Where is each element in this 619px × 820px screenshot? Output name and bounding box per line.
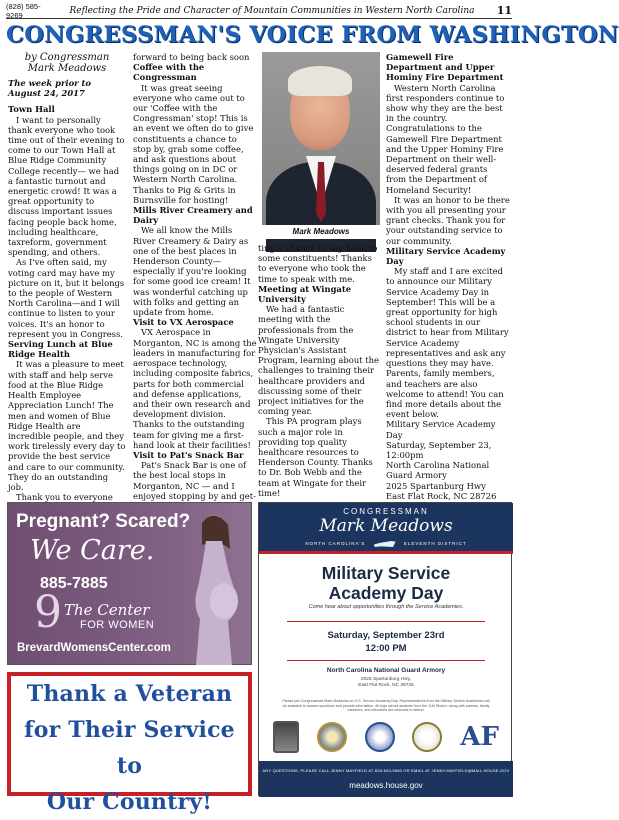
paragraph: This PA program plays such a major role in providing top quality healthcare resources to Henderson County. Thanks to Dr. Bob Webb and the team at Wingate for their time! <box>258 416 373 498</box>
photo-hair <box>288 66 352 96</box>
section-heading: Serving Lunch at Blue Ridge Health <box>8 339 113 360</box>
ad-time: 12:00 PM <box>365 643 407 654</box>
paragraph: My staff and I are excited to announce our Military Service Academy Day in September! This will be a great opportunity for high school students in our district to hear from Military Service Academy representatives and ask any questions they may have. Parents, family members, and teachers are also welcome to attend! You can find more details about the event below. <box>386 266 509 420</box>
paragraph: Pat's Snack Bar is one of the best local stops in Morganton, NC — and I enjoyed stopping by and get- <box>133 460 256 501</box>
section-heading: Gamewell Fire Department and Upper Hominy Fire Department <box>386 52 504 83</box>
paragraph: I want to personally thank everyone who took time out of their evening to come to our Town Hall at Blue Ridge Community College recently— we had a fantastic turnout and energetic crowd! It was a great opportunity to discuss important issues facing people back home, including healthcare, taxreform, government spending, and others. <box>8 114 125 258</box>
article-headline: CONGRESSMAN'S VOICE FROM WASHINGTON <box>6 22 619 48</box>
ad-address-line-2: East Flat Rock, NC 28726 <box>358 683 414 688</box>
page-number: 11 <box>496 4 512 17</box>
paragraph: We had a fantastic meeting with the professionals from the Wingate University Physician's Assistant Program, learning about the challenges to training their healthcare providers and discussing some of their project initiatives for the coming year. <box>258 304 379 417</box>
paragraph: East Flat Rock, NC 28726 <box>386 490 497 501</box>
ad-date: Saturday, September 23rd <box>327 630 445 641</box>
ad-we-care: We Care. <box>30 535 155 566</box>
paragraph: We all know the Mills River Creamery & Dairy as one of the best places in Henderson County— especially if you're looking for some good ice cream! It was wonderful catching up with folks and getting an update from home. <box>133 225 251 318</box>
byline <box>8 52 126 74</box>
article-column-3 <box>258 243 381 498</box>
ad-phone: 885-7885 <box>40 575 108 592</box>
ad-url[interactable]: BrevardWomensCenter.com <box>17 642 171 654</box>
section-heading: Military Service Academy Day <box>386 245 506 267</box>
ad-title-line-2: Academy Day <box>328 583 444 603</box>
veteran-line-2: for Their Service to <box>24 717 235 779</box>
byline-line-2: Mark Meadows <box>27 63 107 74</box>
paragraph: As I've often said, my voting card may have my picture on it, but it belongs to the people of Western North Carolina—and I will continue to listen to your voices. It's an honor to represent you in Congress. <box>8 257 125 339</box>
ad-pregnant-scared: Pregnant? Scared? <box>16 511 191 532</box>
section-heading: Town Hall <box>8 104 55 115</box>
paragraph: Western North Carolina first responders continue to show why they are the best in the country. Congratulations to the Gamewell Fire Department and the Upper Hominy Fire Department on their well-deserved federal grants from the Department of Homeland Security! <box>386 82 505 195</box>
section-heading: Meeting at Wingate University <box>258 283 352 305</box>
ad-address <box>259 677 513 689</box>
section-heading: Coffee with the Congressman <box>133 62 205 83</box>
section-heading: Mills River Creamery and Dairy <box>133 205 253 226</box>
paragraph: It was great seeing everyone who came out to our 'Coffee with the Congressman' stop! This is an event we often do to give constituents a chance to stop by, grab some coffee, and ask questions about things going on in DC or Western North Carolina. Thanks to Pig & Grits in Burnsville for hosting! <box>133 82 254 205</box>
ad-website[interactable]: meadows.house.gov <box>349 781 423 790</box>
ad-divider-2 <box>287 660 485 661</box>
ad-venue: North Carolina National Guard Armory <box>326 667 446 674</box>
paragraph: It was an honor to be there with you all presenting your grant checks. Thank you for your outstanding service to our community. <box>386 194 510 246</box>
veteran-line-3: Our Country! <box>46 789 213 815</box>
nc-state-icon <box>374 541 396 547</box>
ad-contact-text: ANY QUESTIONS, PLEASE CALL JENNY MAYFIELD AT 828-693-5660 OR EMAIL AT JENNY.MAYFIELD@MAIL.HOUSE.GOV <box>262 768 510 773</box>
coast-guard-seal-icon <box>412 722 442 752</box>
naval-academy-seal-icon <box>317 722 347 752</box>
ad-the-center: The Center <box>64 601 150 619</box>
ad-congressman-name: Mark Meadows <box>319 516 453 536</box>
ad-subtitle: Come hear about opportunities through the Service Academies. <box>308 604 464 610</box>
byline-line-1: by Congressman <box>24 52 110 63</box>
air-force-academy-logo: AF <box>460 722 499 752</box>
military-academy-day-ad[interactable] <box>258 502 512 796</box>
article-column-1 <box>8 52 126 503</box>
photo-caption: Mark Meadows <box>262 225 380 239</box>
ad-for-women: FOR WOMEN <box>80 619 155 631</box>
paragraph: Saturday, September 23, 12:00pm <box>386 439 492 460</box>
congressman-photo <box>262 52 380 239</box>
header-tagline: Reflecting the Pride and Character of Mountain Communities in Western North Carolina <box>69 5 475 16</box>
academy-seals-row <box>273 720 499 754</box>
ad-address-line-1: 2025 Spartanburg Hwy, <box>360 677 412 682</box>
ad-band-left: NORTH CAROLINA'S <box>305 541 366 547</box>
thank-a-veteran-banner <box>7 672 252 815</box>
paragraph: VX Aerospace in Morganton, NC is among the leaders in manufacturing for aerospace technology, including composite fabrics, parts for both commercial and defense applications, and their own research and development division. Thanks to the outstanding team for giving me a first-hand look at their facilities! <box>133 327 257 450</box>
paragraph: North Carolina National Guard Armory <box>386 460 490 481</box>
header-phone: (828) 585-9269 <box>6 1 41 20</box>
ad-band-right: ELEVENTH DISTRICT <box>403 541 467 547</box>
week-of-note: The week prior to August 24, 2017 <box>8 78 91 99</box>
ad-congressman-header <box>259 503 513 541</box>
ad-divider-1 <box>287 621 485 622</box>
ad-fine-print: Please join Congressman Mark Meadows on U.S. Service Academy Day. Representatives from the Military Service Academies will be available to answer questions and provide information. All high school students from the 11th District, along with parents, family members, and educators are welcome to attend. <box>282 699 490 713</box>
paragraph: Military Service Academy Day <box>386 419 496 440</box>
paragraph: forward to being back soon <box>133 52 250 62</box>
ad-congressman-label: CONGRESSMAN <box>343 507 429 516</box>
womens-center-ad[interactable] <box>7 502 252 665</box>
paragraph: It was a pleasure to meet with staff and help serve food at the Blue Ridge Health Employee Appreciation Lunch! The men and women of Blue Ridge Health are incredible people, and they work tirelessly every day to provide the best service and care to our community. They do an outstanding job. <box>8 359 126 492</box>
merchant-marine-seal-icon <box>365 722 395 752</box>
paragraph: Thank you to everyone <box>16 492 113 503</box>
pregnant-woman-image <box>184 509 244 665</box>
paragraph: 2025 Spartanburg Hwy <box>386 480 486 491</box>
ad-event-title <box>259 563 513 603</box>
west-point-seal-icon <box>273 721 299 753</box>
ad-district-band <box>259 541 513 551</box>
section-heading: Visit to Pat's Snack Bar <box>133 449 244 460</box>
ad-title-line-1: Military Service <box>321 563 451 583</box>
ad-red-stripe <box>259 551 513 554</box>
section-heading: Visit to VX Aerospace <box>133 317 234 328</box>
veteran-line-1: Thank a Veteran <box>26 681 233 707</box>
article-column-4 <box>386 52 510 501</box>
ad-nine-numeral: 9 <box>34 587 62 638</box>
paragraph: ting a chance to say hello to some constituents! Thanks to everyone who took the time to speak with me. <box>258 243 378 284</box>
article-column-2 <box>133 52 257 501</box>
page-header <box>6 3 512 19</box>
ad-contact-footer <box>259 761 513 797</box>
